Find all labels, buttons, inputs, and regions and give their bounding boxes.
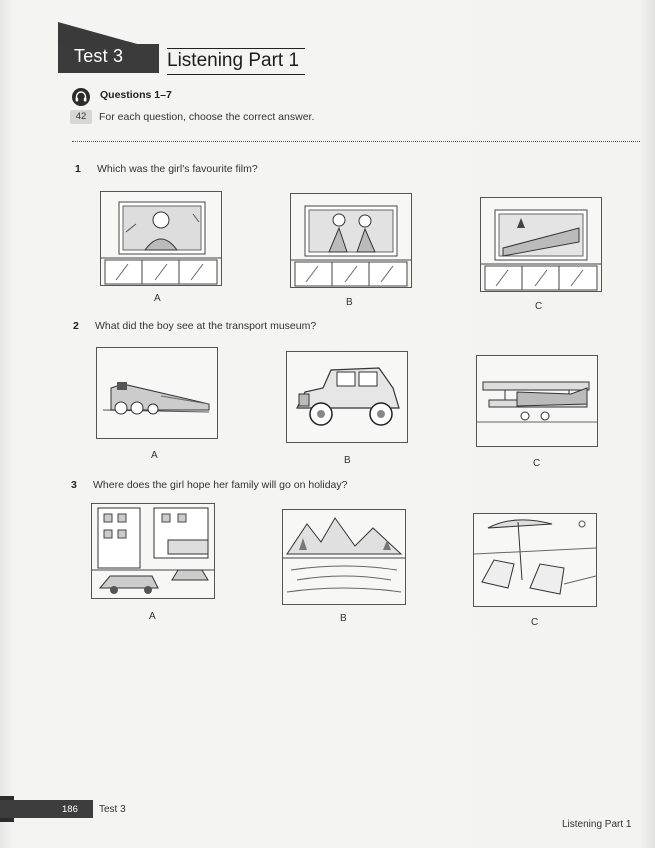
footer-bar bbox=[0, 800, 93, 818]
picture-vintage-car bbox=[286, 351, 408, 443]
option-label: A bbox=[149, 611, 156, 622]
question-number: 1 bbox=[75, 163, 81, 175]
option-label: A bbox=[151, 450, 158, 461]
option-label: A bbox=[154, 293, 161, 304]
page-number: 186 bbox=[62, 804, 78, 815]
question-number: 2 bbox=[73, 320, 79, 332]
option-label: C bbox=[531, 617, 539, 628]
picture-tv-couple bbox=[290, 193, 412, 288]
option-label: B bbox=[344, 455, 351, 466]
question-text: Which was the girl's favourite film? bbox=[97, 163, 258, 175]
picture-beach-chairs bbox=[473, 513, 597, 607]
track-badge: 42 bbox=[70, 110, 92, 124]
instruction-text: For each question, choose the correct answer. bbox=[99, 111, 315, 123]
option-label: B bbox=[340, 613, 347, 624]
option-label: C bbox=[535, 301, 543, 312]
picture-tv-man bbox=[100, 191, 222, 286]
section-title: Listening Part 1 bbox=[167, 48, 305, 75]
footer-test-label: Test 3 bbox=[99, 804, 126, 815]
question-text: Where does the girl hope her family will go on holiday? bbox=[93, 479, 348, 491]
picture-lake-mountains bbox=[282, 509, 406, 605]
footer-section-label: Listening Part 1 bbox=[562, 819, 632, 830]
test-label: Test 3 bbox=[74, 46, 124, 66]
question-number: 3 bbox=[71, 479, 77, 491]
picture-city-street bbox=[91, 503, 215, 599]
picture-biplane bbox=[476, 355, 598, 447]
divider bbox=[72, 141, 640, 142]
picture-tv-train bbox=[480, 197, 602, 292]
questions-heading: Questions 1–7 bbox=[100, 89, 172, 101]
question-text: What did the boy see at the transport museum? bbox=[95, 320, 317, 332]
option-label: B bbox=[346, 297, 353, 308]
picture-steam-train bbox=[96, 347, 218, 439]
option-label: C bbox=[533, 458, 541, 469]
headphones-icon bbox=[72, 88, 90, 106]
